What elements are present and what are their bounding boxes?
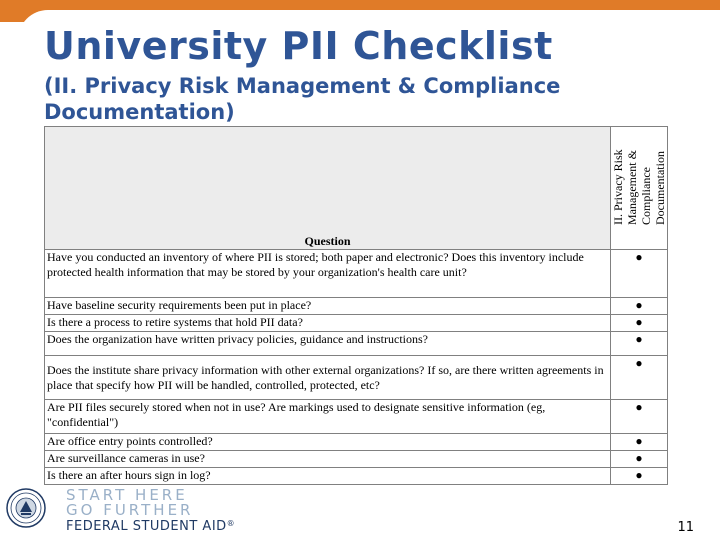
question-cell: Are office entry points controlled? bbox=[45, 434, 611, 451]
bullet-icon: ● bbox=[635, 250, 643, 264]
bullet-icon: ● bbox=[635, 356, 643, 370]
check-mark bbox=[611, 332, 668, 356]
table-row bbox=[45, 400, 668, 434]
registered-mark: ® bbox=[226, 519, 236, 528]
table-row bbox=[45, 298, 668, 315]
question-cell: Does the organization have written privacy policies, guidance and instructions? bbox=[45, 332, 611, 356]
check-mark bbox=[611, 434, 668, 451]
check-mark bbox=[611, 298, 668, 315]
table-row bbox=[45, 356, 668, 400]
table-row bbox=[45, 315, 668, 332]
checklist-table bbox=[44, 126, 668, 485]
bullet-icon: ● bbox=[635, 468, 643, 482]
check-mark bbox=[611, 468, 668, 485]
logo-tagline-start: START HERE bbox=[66, 486, 188, 504]
check-mark bbox=[611, 451, 668, 468]
check-mark bbox=[611, 356, 668, 400]
bullet-icon: ● bbox=[635, 298, 643, 312]
table-row bbox=[45, 434, 668, 451]
question-cell: Is there a process to retire systems that hold PII data? bbox=[45, 315, 611, 332]
question-cell: Is there an after hours sign in log? bbox=[45, 468, 611, 485]
bullet-icon: ● bbox=[635, 451, 643, 465]
logo-wordmark-text: FEDERAL STUDENT AID bbox=[66, 519, 227, 534]
federal-student-aid-logo bbox=[6, 486, 241, 536]
check-mark bbox=[611, 315, 668, 332]
table-row bbox=[45, 332, 668, 356]
question-cell: Are surveillance cameras in use? bbox=[45, 451, 611, 468]
question-header: Question bbox=[45, 127, 611, 250]
column-header-label: II. Privacy Risk Management & Compliance Documentation bbox=[611, 149, 667, 225]
column-header bbox=[611, 127, 668, 250]
bullet-icon: ● bbox=[635, 434, 643, 448]
check-mark bbox=[611, 250, 668, 298]
slide-subtitle: (II. Privacy Risk Management & Compliance Documentation) bbox=[44, 74, 561, 124]
question-cell: Are PII files securely stored when not in use? Are markings used to designate sensitive information (eg, "confidential") bbox=[45, 400, 611, 434]
logo-wordmark bbox=[66, 519, 235, 534]
bullet-icon: ● bbox=[635, 400, 643, 414]
question-cell: Have you conducted an inventory of where PII is stored; both paper and electronic? Does this inventory include protected health information that may be stored by your organization's health care unit? bbox=[45, 250, 611, 298]
question-cell: Does the institute share privacy information with other external organizations? If so, are there written agreements in place that specify how PII will be handled, controlled, protected, etc? bbox=[45, 356, 611, 400]
bullet-icon: ● bbox=[635, 332, 643, 346]
department-seal-icon bbox=[6, 488, 46, 528]
check-mark bbox=[611, 400, 668, 434]
table-header-row bbox=[45, 127, 668, 250]
table-row bbox=[45, 468, 668, 485]
logo-tagline-go: GO FURTHER bbox=[66, 501, 194, 519]
table-row bbox=[45, 451, 668, 468]
page-number: 11 bbox=[677, 520, 694, 535]
table-row bbox=[45, 250, 668, 298]
question-cell: Have baseline security requirements been put in place? bbox=[45, 298, 611, 315]
bullet-icon: ● bbox=[635, 315, 643, 329]
slide-title: University PII Checklist bbox=[44, 24, 553, 68]
